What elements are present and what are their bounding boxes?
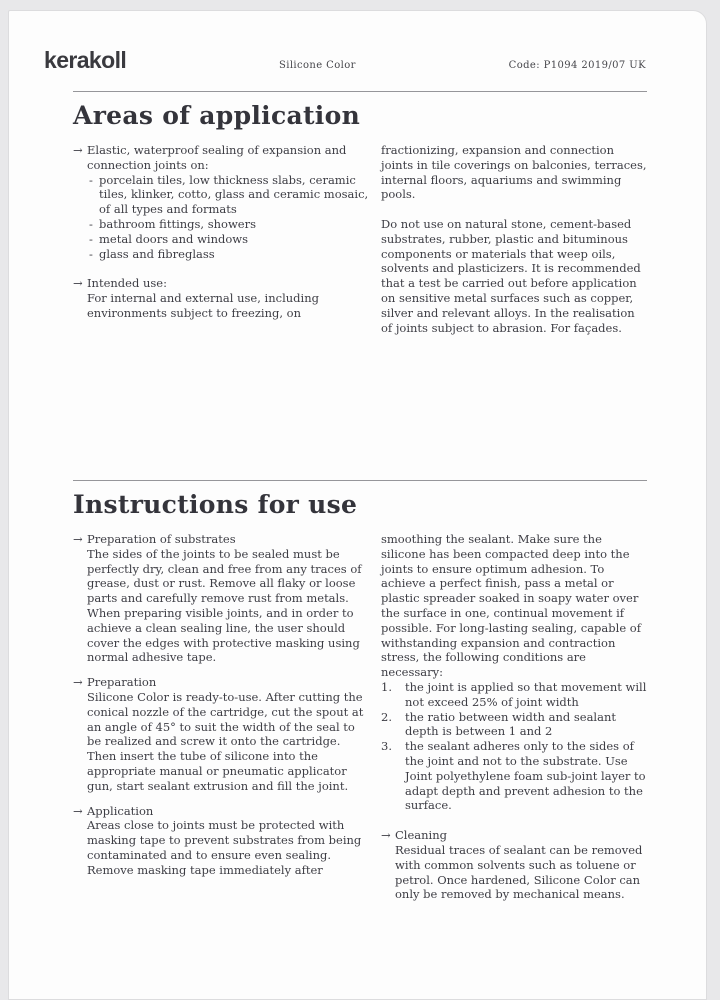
step-number: 2. (381, 709, 392, 724)
numbered-item (381, 739, 647, 813)
arrow-bullet-icon: → (73, 675, 83, 690)
numbered-item (381, 710, 647, 740)
dash-bullet-icon: - (89, 231, 93, 246)
kerakoll-logo: kerakoll (44, 47, 127, 73)
document-code: Code: P1094 2019/07 UK (508, 60, 646, 71)
arrow-bullet-icon: → (381, 828, 391, 843)
paragraph: Do not use on natural stone, cement-based substrates, rubber, plastic and bituminous components or materials that weep oils, solvents and plasticizers. It is recommended that a test be carried out before application on sensitive metal surfaces such as copper, silver and relevant alloys. In the realisation of joints subject to abrasion. For façades. (381, 216, 641, 335)
sub-list-text: bathroom fittings, showers (99, 216, 257, 231)
list-item (73, 675, 369, 793)
section-title-instructions: Instructions for use (73, 490, 358, 519)
areas-right-column (381, 143, 647, 335)
section-areas-of-application (73, 91, 647, 480)
paragraph: Silicone Color is ready-to-use. After cutting the conical nozzle of the cartridge, cut the spout at an angle of 45° to suit the width of the seal to be realized and screw it onto the cartridge. Then insert the tube of silicone into the appropriate manual or pneumatic applicator gun, start sealant extrusion and fill the joint. (87, 689, 364, 793)
paragraph: fractionizing, expansion and connection joints in tile coverings on balconies, terraces, internal floors, aquariums and swimming pools. (381, 143, 647, 202)
sub-list-item (87, 217, 369, 232)
paragraph: For internal and external use, including environments subject to freezing, on (87, 291, 319, 320)
list-item (73, 143, 369, 261)
document-title: Silicone Color (278, 60, 356, 71)
section-divider (73, 480, 647, 481)
numbered-item (381, 680, 647, 710)
sub-list-item (87, 247, 369, 262)
arrow-bullet-icon: → (73, 532, 83, 546)
list-item (73, 276, 369, 320)
sub-list-item (87, 232, 369, 247)
dash-bullet-icon: - (89, 172, 93, 187)
sub-list-text: glass and fibreglass (99, 246, 215, 261)
item-label: Application (87, 803, 154, 818)
dash-bullet-icon: - (89, 246, 93, 261)
list-item (381, 828, 647, 902)
arrow-bullet-icon: → (73, 276, 83, 291)
sub-list-item (87, 173, 369, 217)
item-label: Preparation (87, 675, 157, 690)
document-body (9, 91, 706, 902)
item-label: Cleaning (395, 828, 447, 843)
item-label: Preparation of substrates (87, 532, 236, 546)
instructions-right-column (381, 532, 647, 902)
section-instructions-for-use (73, 480, 647, 902)
document-header (9, 11, 706, 74)
paragraph: Areas close to joints must be protected with masking tape to prevent substrates from being contaminated and to ensure even sealing. Remove masking tape immediately after (87, 818, 362, 877)
list-item (73, 532, 369, 665)
step-number: 3. (381, 739, 392, 754)
paragraph: The sides of the joints to be sealed must be perfectly dry, clean and free from any traces of grease, dust or rust. Remove all flaky or loose parts and carefully remove rust from metals. When preparing visible joints, and in order to achieve a clean sealing line, the user should cover the edges with protective masking using normal adhesive tape. (87, 546, 362, 665)
instructions-columns (73, 532, 647, 902)
paragraph: Residual traces of sealant can be removed with common solvents such as toluene or petrol. Once hardened, Silicone Color can only be removed by mechanical means. (395, 842, 643, 902)
step-text: the sealant adheres only to the sides of the joint and not to the substrate. Use Joint polyethylene foam sub-joint layer to adapt depth and prevent adhesion to the surface. (405, 739, 646, 813)
areas-left-column (73, 143, 369, 335)
areas-columns (73, 143, 647, 335)
dash-bullet-icon: - (89, 216, 93, 231)
section-divider (73, 91, 647, 92)
item-label: Intended use: (87, 276, 167, 291)
instructions-left-column (73, 532, 369, 902)
section-title-areas: Areas of application (73, 101, 361, 130)
paragraph: Elastic, waterproof sealing of expansion and connection joints on: (87, 143, 347, 172)
numbered-conditions-list (381, 680, 647, 813)
step-text: the joint is applied so that movement will not exceed 25% of joint width (405, 679, 647, 709)
sub-list-text: metal doors and windows (99, 231, 249, 246)
step-text: the ratio between width and sealant depth is between 1 and 2 (405, 709, 616, 739)
step-number: 1. (381, 679, 392, 694)
arrow-bullet-icon: → (73, 143, 83, 157)
paragraph: smoothing the sealant. Make sure the silicone has been compacted deep into the joints to ensure optimum adhesion. To achieve a perfect finish, pass a metal or plastic spreader soaked in soapy water over the surface in one, continual movement if possible. For long-lasting sealing, capable of withstanding expansion and contraction stress, the following conditions are necessary: (381, 532, 641, 680)
list-item (73, 804, 369, 878)
document-page (8, 10, 707, 1000)
sub-list-text: porcelain tiles, low thickness slabs, ceramic tiles, klinker, cotto, glass and ceramic mosaic, of all types and formats (99, 172, 369, 217)
arrow-bullet-icon: → (73, 803, 83, 818)
